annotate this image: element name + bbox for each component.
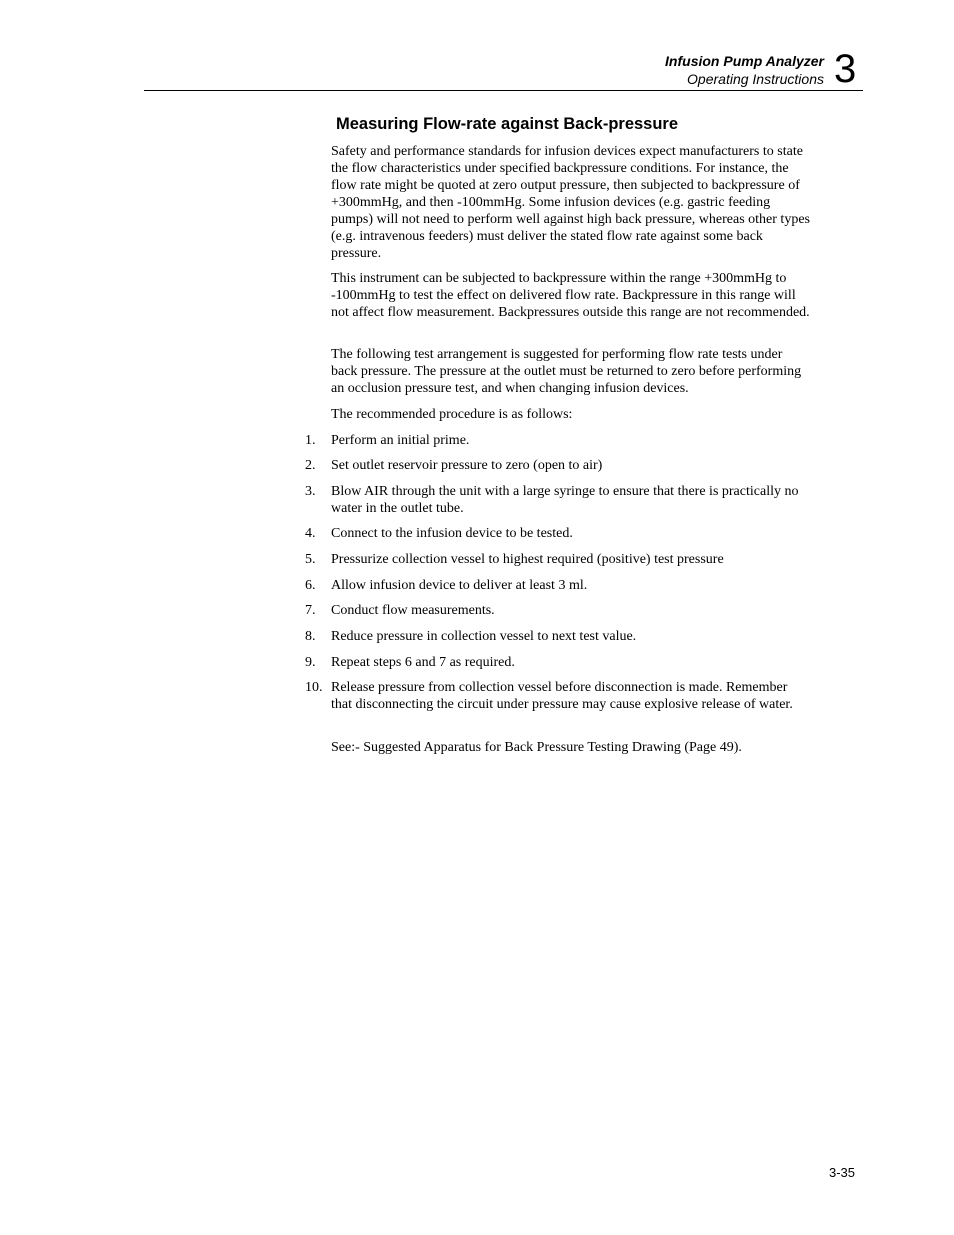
step-number: 5. [305,552,316,567]
step-text: Pressurize collection vessel to highest required (positive) test pressure [331,552,724,567]
step-text: Release pressure from collection vessel before disconnection is made. Remember that disconnecting the circuit under pressure may cause explosive release of water. [331,680,793,712]
see-also-reference: See:- Suggested Apparatus for Back Pressure Testing Drawing (Page 49). [331,740,742,755]
step-number: 6. [305,578,316,593]
step-text: Set outlet reservoir pressure to zero (open to air) [331,458,603,473]
step-number: 4. [305,526,316,541]
step-text: Reduce pressure in collection vessel to next test value. [331,629,637,644]
step-number: 8. [305,629,316,644]
step-number: 7. [305,603,316,618]
step-number: 1. [305,433,316,448]
page-header [0,0,954,100]
step-text: Blow AIR through the unit with a large syringe to ensure that there is practically no water in the outlet tube. [331,484,799,516]
paragraph-procedure-intro: The recommended procedure is as follows: [331,407,573,422]
step-text: Conduct flow measurements. [331,603,495,618]
step-number: 9. [305,655,316,670]
header-subtitle: Operating Instructions [687,71,824,87]
step-text: Perform an initial prime. [331,433,470,448]
step-number: 10. [305,680,323,695]
step-number: 2. [305,458,316,473]
paragraph-arrangement: The following test arrangement is suggested for performing flow rate tests under back pressure. The pressure at the outlet must be returned to zero before performing an occlusion pressure test, and when changing infusion devices. [331,347,802,396]
chapter-number: 3 [834,47,857,91]
step-text: Connect to the infusion device to be tested. [331,526,573,541]
step-text: Allow infusion device to deliver at least 3 ml. [331,578,588,593]
header-divider [144,90,863,91]
paragraph-standards: Safety and performance standards for infusion devices expect manufacturers to state the flow characteristics under specified backpressure conditions. For instance, the flow rate might be quoted at zero output pressure, then subjected to backpressure of +300mmHg, and then -100mmHg. Some infusion devices (e.g. gastric feeding pumps) will not need to perform well against high back pressure, whereas other types (e.g. intravenous feeders) must deliver the stated flow rate against some back pressure. [331,144,810,261]
step-number: 3. [305,484,316,499]
section-heading: Measuring Flow-rate against Back-pressure [336,115,679,133]
paragraph-range: This instrument can be subjected to backpressure within the range +300mmHg to -100mmHg to test the effect on delivered flow rate. Backpressure in this range will not affect flow measurement. Backpressures outside this range are not recommended. [331,271,810,320]
step-text: Repeat steps 6 and 7 as required. [331,655,515,670]
header-title: Infusion Pump Analyzer [665,53,824,69]
page-number: 3-35 [829,1165,856,1180]
